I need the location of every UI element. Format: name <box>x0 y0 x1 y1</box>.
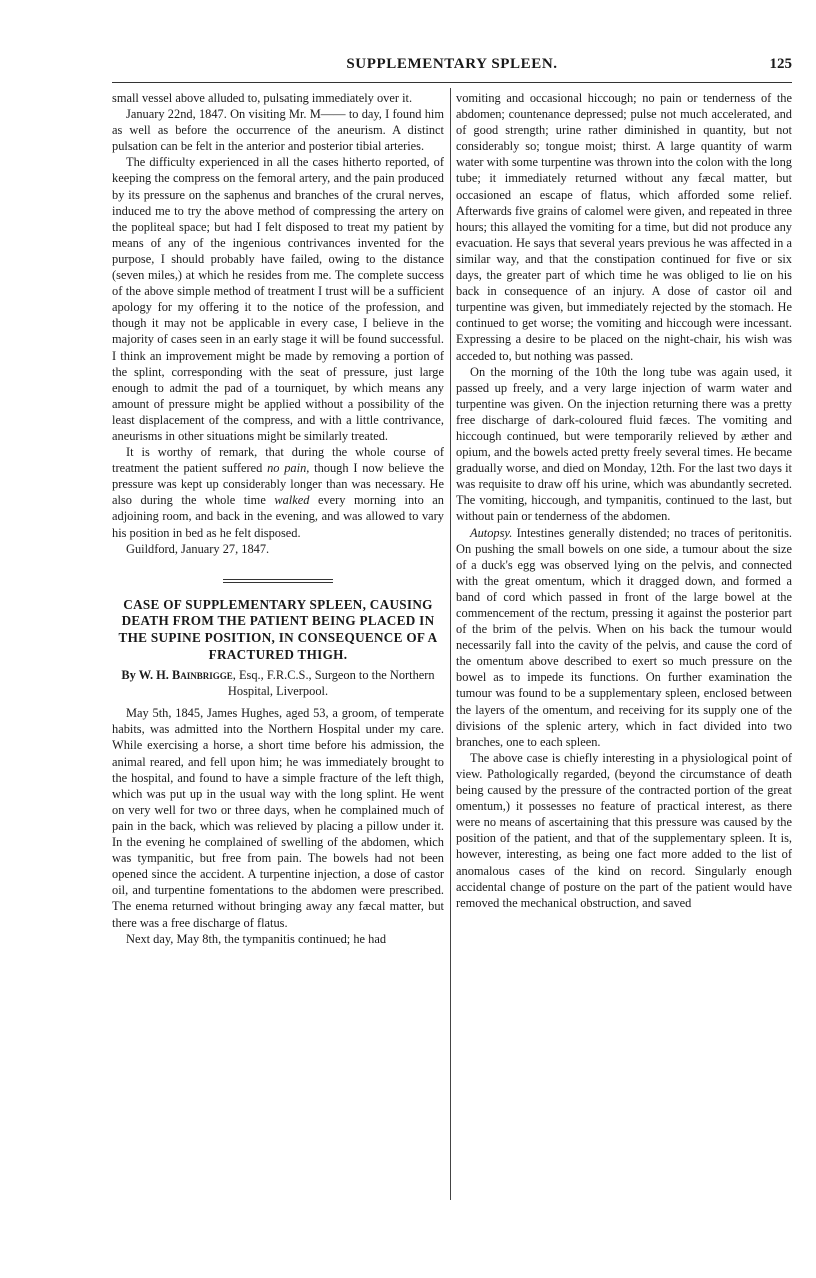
paragraph: January 22nd, 1847. On visiting Mr. M—— to day, I found him as well as before the occurrence of the aneurism. A distinct pulsation can be felt in the anterior and posterior tibial arteries. <box>112 107 444 154</box>
column-divider <box>450 88 451 1200</box>
paragraph: The difficulty experienced in all the cases hitherto reported, of keeping the compress on the femoral artery, and the pain produced by its pressure on the saphenus and branches of the crural nerves, induced me to try the above method of compressing the artery on the popliteal space; but had I felt disposed to treat my patient by means of any of the ingenious contrivances invented for the purpose, I should probably have failed, owing to the distance (seven miles,) at which he resides from me. The complete success of the above simple method of treatment I trust will be a sufficient apology for my offering it to the notice of the profession, and though it may not be applicable in every case, I believe in the majority of cases seen in an early stage it will be found successful. I think an improvement might be made by removing a portion of the splint, corresponding with the seat of pressure, just large enough to admit the pad of a tourniquet, by which means any amount of pressure might be applied without a possibility of the least displacement of the compress, and with a little contrivance, aneurisms in other situations might be similarly treated. <box>112 155 444 443</box>
page-number: 125 <box>769 56 792 72</box>
emphasis: no pain, <box>267 461 310 476</box>
paragraph: The above case is chiefly interesting in a physiological point of view. Pathologically regarded, (beyond the circumstance of death being caused by the pressure of the contracted portion of the great omentum,) it possesses no feature of practical interest, as there were no means of ascertaining that this pressure was caused by the position of the patient, and that of the supplementary spleen. It is, however, interesting, as being one fact more added to the list of anomalous cases of the kind on record. Singularly enough accidental change of posture on the part of the patient would have removed the mechanical obstruction, and saved <box>456 750 792 910</box>
text-run: though I now believe the pressure was kept up considerably longer than was necessary. He also during the whole time <box>112 461 444 508</box>
byline-prefix: By W. H. <box>121 668 172 683</box>
text-run: It is worthy of remark, that during the whole course of treatment the patient suffered <box>112 445 444 476</box>
paragraph <box>456 525 792 750</box>
section-divider <box>223 579 333 583</box>
byline <box>112 667 444 699</box>
page-header <box>112 56 792 80</box>
left-column <box>112 90 444 947</box>
signature-line: Guildford, January 27, 1847. <box>126 541 270 556</box>
emphasis: walked <box>274 493 310 508</box>
paragraph <box>112 444 444 541</box>
article-title: CASE OF SUPPLEMENTARY SPLEEN, CAUSING DEATH FROM THE PATIENT BEING PLACED IN THE SUPINE POSITION, IN CONSEQUENCE OF A FRACTURED THIGH. <box>118 596 438 662</box>
paragraph: On the morning of the 10th the long tube was again used, it passed up freely, and a very large injection of warm water and turpentine was given. On the injection returning there was a pretty free discharge of dark-coloured fluid fæces. The vomiting and hiccough continued, but were temporarily relieved by æther and opium, and the bowels acted pretty freely several times. He became gradually worse, and died on Monday, 12th. For the last two days it was requisite to draw off his urine, which was abundantly secreted. The vomiting, hiccough, and tympanitis, continued to the last, but without pain or tenderness of the abdomen. <box>456 364 792 524</box>
paragraph: Next day, May 8th, the tympanitis continued; he had <box>126 931 387 946</box>
header-rule <box>112 82 792 83</box>
text-run: every morning into an adjoining room, and back in the evening, and was allowed to vary his position in bed as he felt disposed. <box>112 493 444 540</box>
text-run: Intestines generally distended; no traces of peritonitis. On pushing the small bowels on one side, a tumour about the size of a duck's egg was observed lying on the pelvis, and connected with the great omentum, which it dragged down, and formed a band of cord which passed in front of the large bowel at the commencement of the rectum, pressing it against the posterior part of the brim of the pelvis. When on his back the tumour would necessarily fall into the cavity of the pelvis, and cause the cord of the omentum above described to exert so much pressure on the bowel as to impede its functions. On further examination the tumour was found to be a supplementary spleen, enclosed between the layers of the omentum, and receiving for its supply one of the divisions of the splenic artery, which in fact divided into two branches, one to each spleen. <box>456 525 792 749</box>
paragraph: vomiting and occasional hiccough; no pain or tenderness of the abdomen; countenance depressed; pulse not much accelerated, and of good strength; urine rather diminished in quantity, but not considerably so; tongue moist; thirst. A large quantity of warm water with some turpentine was thrown into the colon with the long tube; it immediately returned without any fæcal matter, but occasioned an escape of flatus, which afforded some relief. Afterwards five grains of calomel were given, and repeated in three hours; this allayed the vomiting for a time, but did not produce any evacuation. He says that several years previous he was affected in a similar way, and that the constipation continued for five or six days, the greater part of which time he was obliged to lie on his back in consequence of an injury. A dose of castor oil and turpentine was given, but immediately rejected by the stomach. He continued to get worse; the vomiting and hiccough were incessant. Expressing a desire to be placed on the night-chair, his wish was acceded to, but nothing was passed. <box>456 91 792 363</box>
author-name: Bainbrigge <box>171 668 233 683</box>
paragraph: small vessel above alluded to, pulsating immediately over it. <box>112 91 413 105</box>
running-title: SUPPLEMENTARY SPLEEN. <box>346 56 558 72</box>
author-credentials: , Esq., F.R.C.S., Surgeon to the Northern Hospital, Liverpool. <box>227 668 435 699</box>
right-column <box>456 90 792 911</box>
emphasis: Autopsy. <box>470 525 513 540</box>
paragraph: May 5th, 1845, James Hughes, aged 53, a groom, of temperate habits, was admitted into the Northern Hospital under my care. While exercising a horse, a short time before his admission, the animal reared, and fell upon him; he was immediately brought to the hospital, and found to have a simple fracture of the left thigh, which was put up in the usual way with the long splint. He went on very well for two or three days, when he complained much of pain in the back, which was relieved by placing a pillow under it. In the evening he complained of swelling of the abdomen, which was tympanitic, but free from pain. The bowels had not been opened since the accident. A turpentine injection, a dose of castor oil, and turpentine fomentations to the abdomen were prescribed. The enema returned without bringing away any fæcal matter, but there was a free discharge of flatus. <box>112 706 444 930</box>
